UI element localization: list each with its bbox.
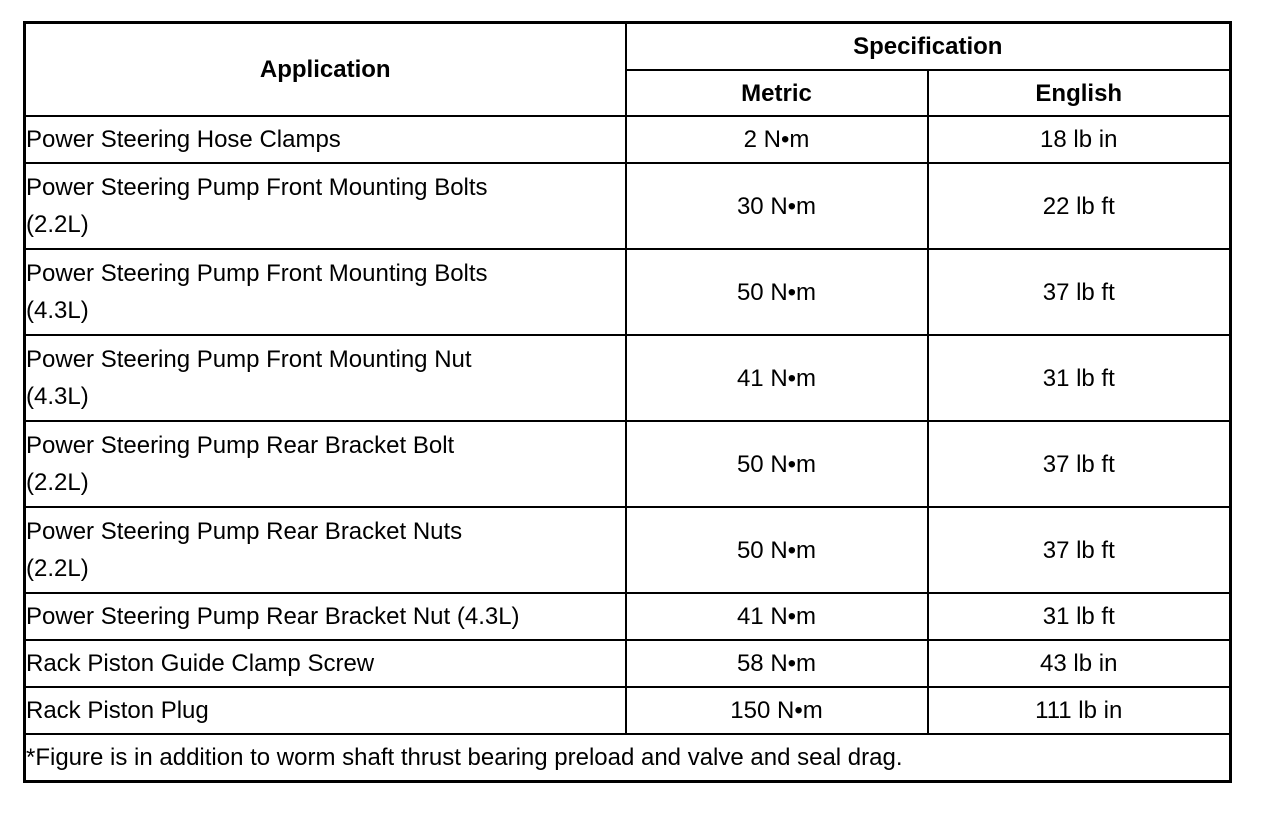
table-row xyxy=(25,640,1231,687)
table-row xyxy=(25,687,1231,734)
table-row xyxy=(25,507,1231,593)
metric-header: Metric xyxy=(626,70,928,116)
application-cell: Power Steering Pump Front Mounting Nut (4.3L) xyxy=(25,335,626,421)
torque-spec-table xyxy=(23,21,1232,783)
application-header: Application xyxy=(25,23,626,117)
application-cell: Power Steering Pump Front Mounting Bolts (2.2L) xyxy=(25,163,626,249)
application-cell: Power Steering Hose Clamps xyxy=(25,116,626,163)
table-row xyxy=(25,593,1231,640)
application-cell: Power Steering Pump Front Mounting Bolts (4.3L) xyxy=(25,249,626,335)
table-row xyxy=(25,421,1231,507)
metric-cell: 41 N•m xyxy=(626,335,928,421)
table-row xyxy=(25,163,1231,249)
metric-cell: 150 N•m xyxy=(626,687,928,734)
english-header: English xyxy=(928,70,1231,116)
english-cell: 37 lb ft xyxy=(928,507,1231,593)
english-cell: 22 lb ft xyxy=(928,163,1231,249)
english-cell: 37 lb ft xyxy=(928,421,1231,507)
english-cell: 43 lb in xyxy=(928,640,1231,687)
application-cell: Power Steering Pump Rear Bracket Nut (4.3L) xyxy=(25,593,626,640)
metric-cell: 58 N•m xyxy=(626,640,928,687)
metric-cell: 41 N•m xyxy=(626,593,928,640)
table-row xyxy=(25,249,1231,335)
footnote-row xyxy=(25,734,1231,782)
metric-cell: 2 N•m xyxy=(626,116,928,163)
english-cell: 18 lb in xyxy=(928,116,1231,163)
metric-cell: 50 N•m xyxy=(626,507,928,593)
application-cell: Rack Piston Guide Clamp Screw xyxy=(25,640,626,687)
application-cell: Power Steering Pump Rear Bracket Nuts (2.2L) xyxy=(25,507,626,593)
specification-header: Specification xyxy=(626,23,1231,71)
metric-cell: 50 N•m xyxy=(626,249,928,335)
header-row-top xyxy=(25,23,1231,71)
metric-cell: 50 N•m xyxy=(626,421,928,507)
application-cell: Rack Piston Plug xyxy=(25,687,626,734)
table-row xyxy=(25,116,1231,163)
english-cell: 31 lb ft xyxy=(928,593,1231,640)
footnote: *Figure is in addition to worm shaft thrust bearing preload and valve and seal drag. xyxy=(25,734,1231,782)
metric-cell: 30 N•m xyxy=(626,163,928,249)
english-cell: 111 lb in xyxy=(928,687,1231,734)
english-cell: 37 lb ft xyxy=(928,249,1231,335)
english-cell: 31 lb ft xyxy=(928,335,1231,421)
table-row xyxy=(25,335,1231,421)
application-cell: Power Steering Pump Rear Bracket Bolt (2.2L) xyxy=(25,421,626,507)
